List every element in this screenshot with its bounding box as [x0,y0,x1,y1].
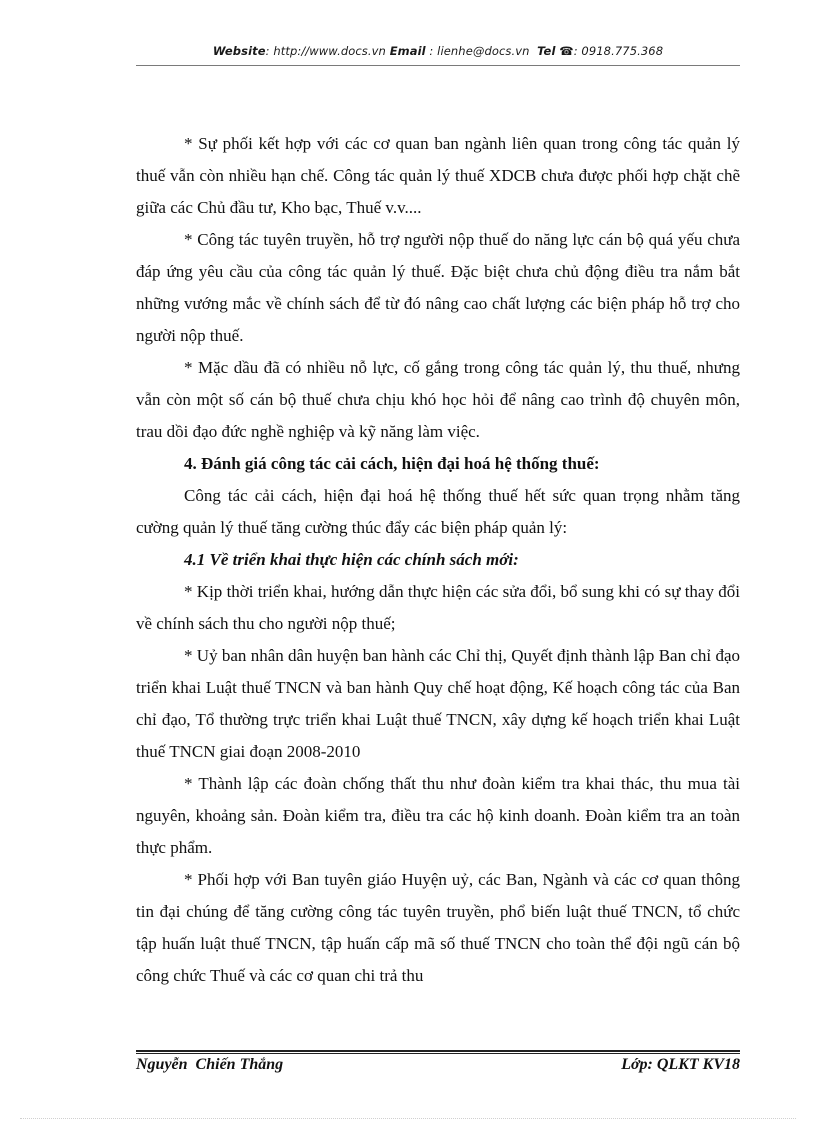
website-url[interactable]: : http://www.docs.vn [265,44,386,58]
website-label: Website [212,44,266,58]
email-address[interactable]: : lienhe@docs.vn [425,44,530,58]
paragraph-coordination-propaganda: * Phối hợp với Ban tuyên giáo Huyện uỷ, các Ban, Ngành và các cơ quan thông tin đại chúng để tăng cường công tác tuyên truyền, phổ biến luật thuế TNCN, tổ chức tập huấn luật thuế TNCN, tập huấn cấp mã số thuế TNCN cho toàn thể đội ngũ cán bộ công chức Thuế và các cơ quan chi trả thu [136,870,740,985]
paragraph-anti-loss-teams: * Thành lập các đoàn chống thất thu như đoàn kiểm tra khai thác, thu mua tài nguyên, khoảng sản. Đoàn kiểm tra, điều tra các hộ kinh doanh. Đoàn kiểm tra an toàn thực phẩm. [136,774,740,857]
paragraph-reform-intro: Công tác cải cách, hiện đại hoá hệ thống thuế hết sức quan trọng nhằm tăng cường quản lý thuế tăng cường thúc đẩy các biện pháp quản lý: [136,486,740,537]
tel-number: : 0918.775.368 [573,44,664,58]
paragraph-people-committee: * Uỷ ban nhân dân huyện ban hành các Chỉ thị, Quyết định thành lập Ban chỉ đạo triển khai Luật thuế TNCN và ban hành Quy chế hoạt động, Kế hoạch công tác của Ban chỉ đạo, Tổ thường trực triển khai Luật thuế TNCN, xây dựng kế hoạch triển khai Luật thuế TNCN giai đoạn 2008-2010 [136,646,740,761]
paragraph-coordination: * Sự phối kết hợp với các cơ quan ban ngành liên quan trong công tác quản lý thuế vẫn còn nhiều hạn chế. Công tác quản lý thuế XDCB chưa được phối hợp chặt chẽ giữa các Chủ đầu tư, Kho bạc, Thuế v.v.... [136,134,740,217]
page-header [136,44,740,64]
footer-divider-thin [136,1053,740,1054]
footer-divider-thick [136,1050,740,1052]
footer-class: Lớp: QLKT KV18 [621,1056,740,1073]
header-divider [136,65,740,66]
paragraph-timely-guidance: * Kịp thời triển khai, hướng dẫn thực hiện các sửa đổi, bổ sung khi có sự thay đổi về chính sách thu cho người nộp thuế; [136,582,740,633]
subsection-heading-4-1: 4.1 Về triển khai thực hiện các chính sách mới: [184,550,519,569]
phone-icon: ☎ [559,44,574,58]
page-bottom-edge [20,1118,796,1119]
paragraph-efforts: * Mặc dầu đã có nhiều nỗ lực, cố gắng trong công tác quản lý, thu thuế, nhưng vẫn còn một số cán bộ thuế chưa chịu khó học hỏi để nâng cao trình độ chuyên môn, trau dồi đạo đức nghề nghiệp và kỹ năng làm việc. [136,358,740,441]
footer-author: Nguyễn Chiến Thắng [136,1056,284,1073]
tel-label: Tel [537,44,556,58]
email-label: Email [389,44,426,58]
paragraph-propaganda: * Công tác tuyên truyền, hỗ trợ người nộp thuế do năng lực cán bộ quá yếu chưa đáp ứng yêu cầu của công tác quản lý thuế. Đặc biệt chưa chủ động điều tra nắm bắt những vướng mắc về chính sách để từ đó nâng cao chất lượng các biện pháp hỗ trợ cho người nộp thuế. [136,230,740,345]
section-heading-4: 4. Đánh giá công tác cải cách, hiện đại hoá hệ thống thuế: [184,454,600,473]
document-body [136,128,740,992]
